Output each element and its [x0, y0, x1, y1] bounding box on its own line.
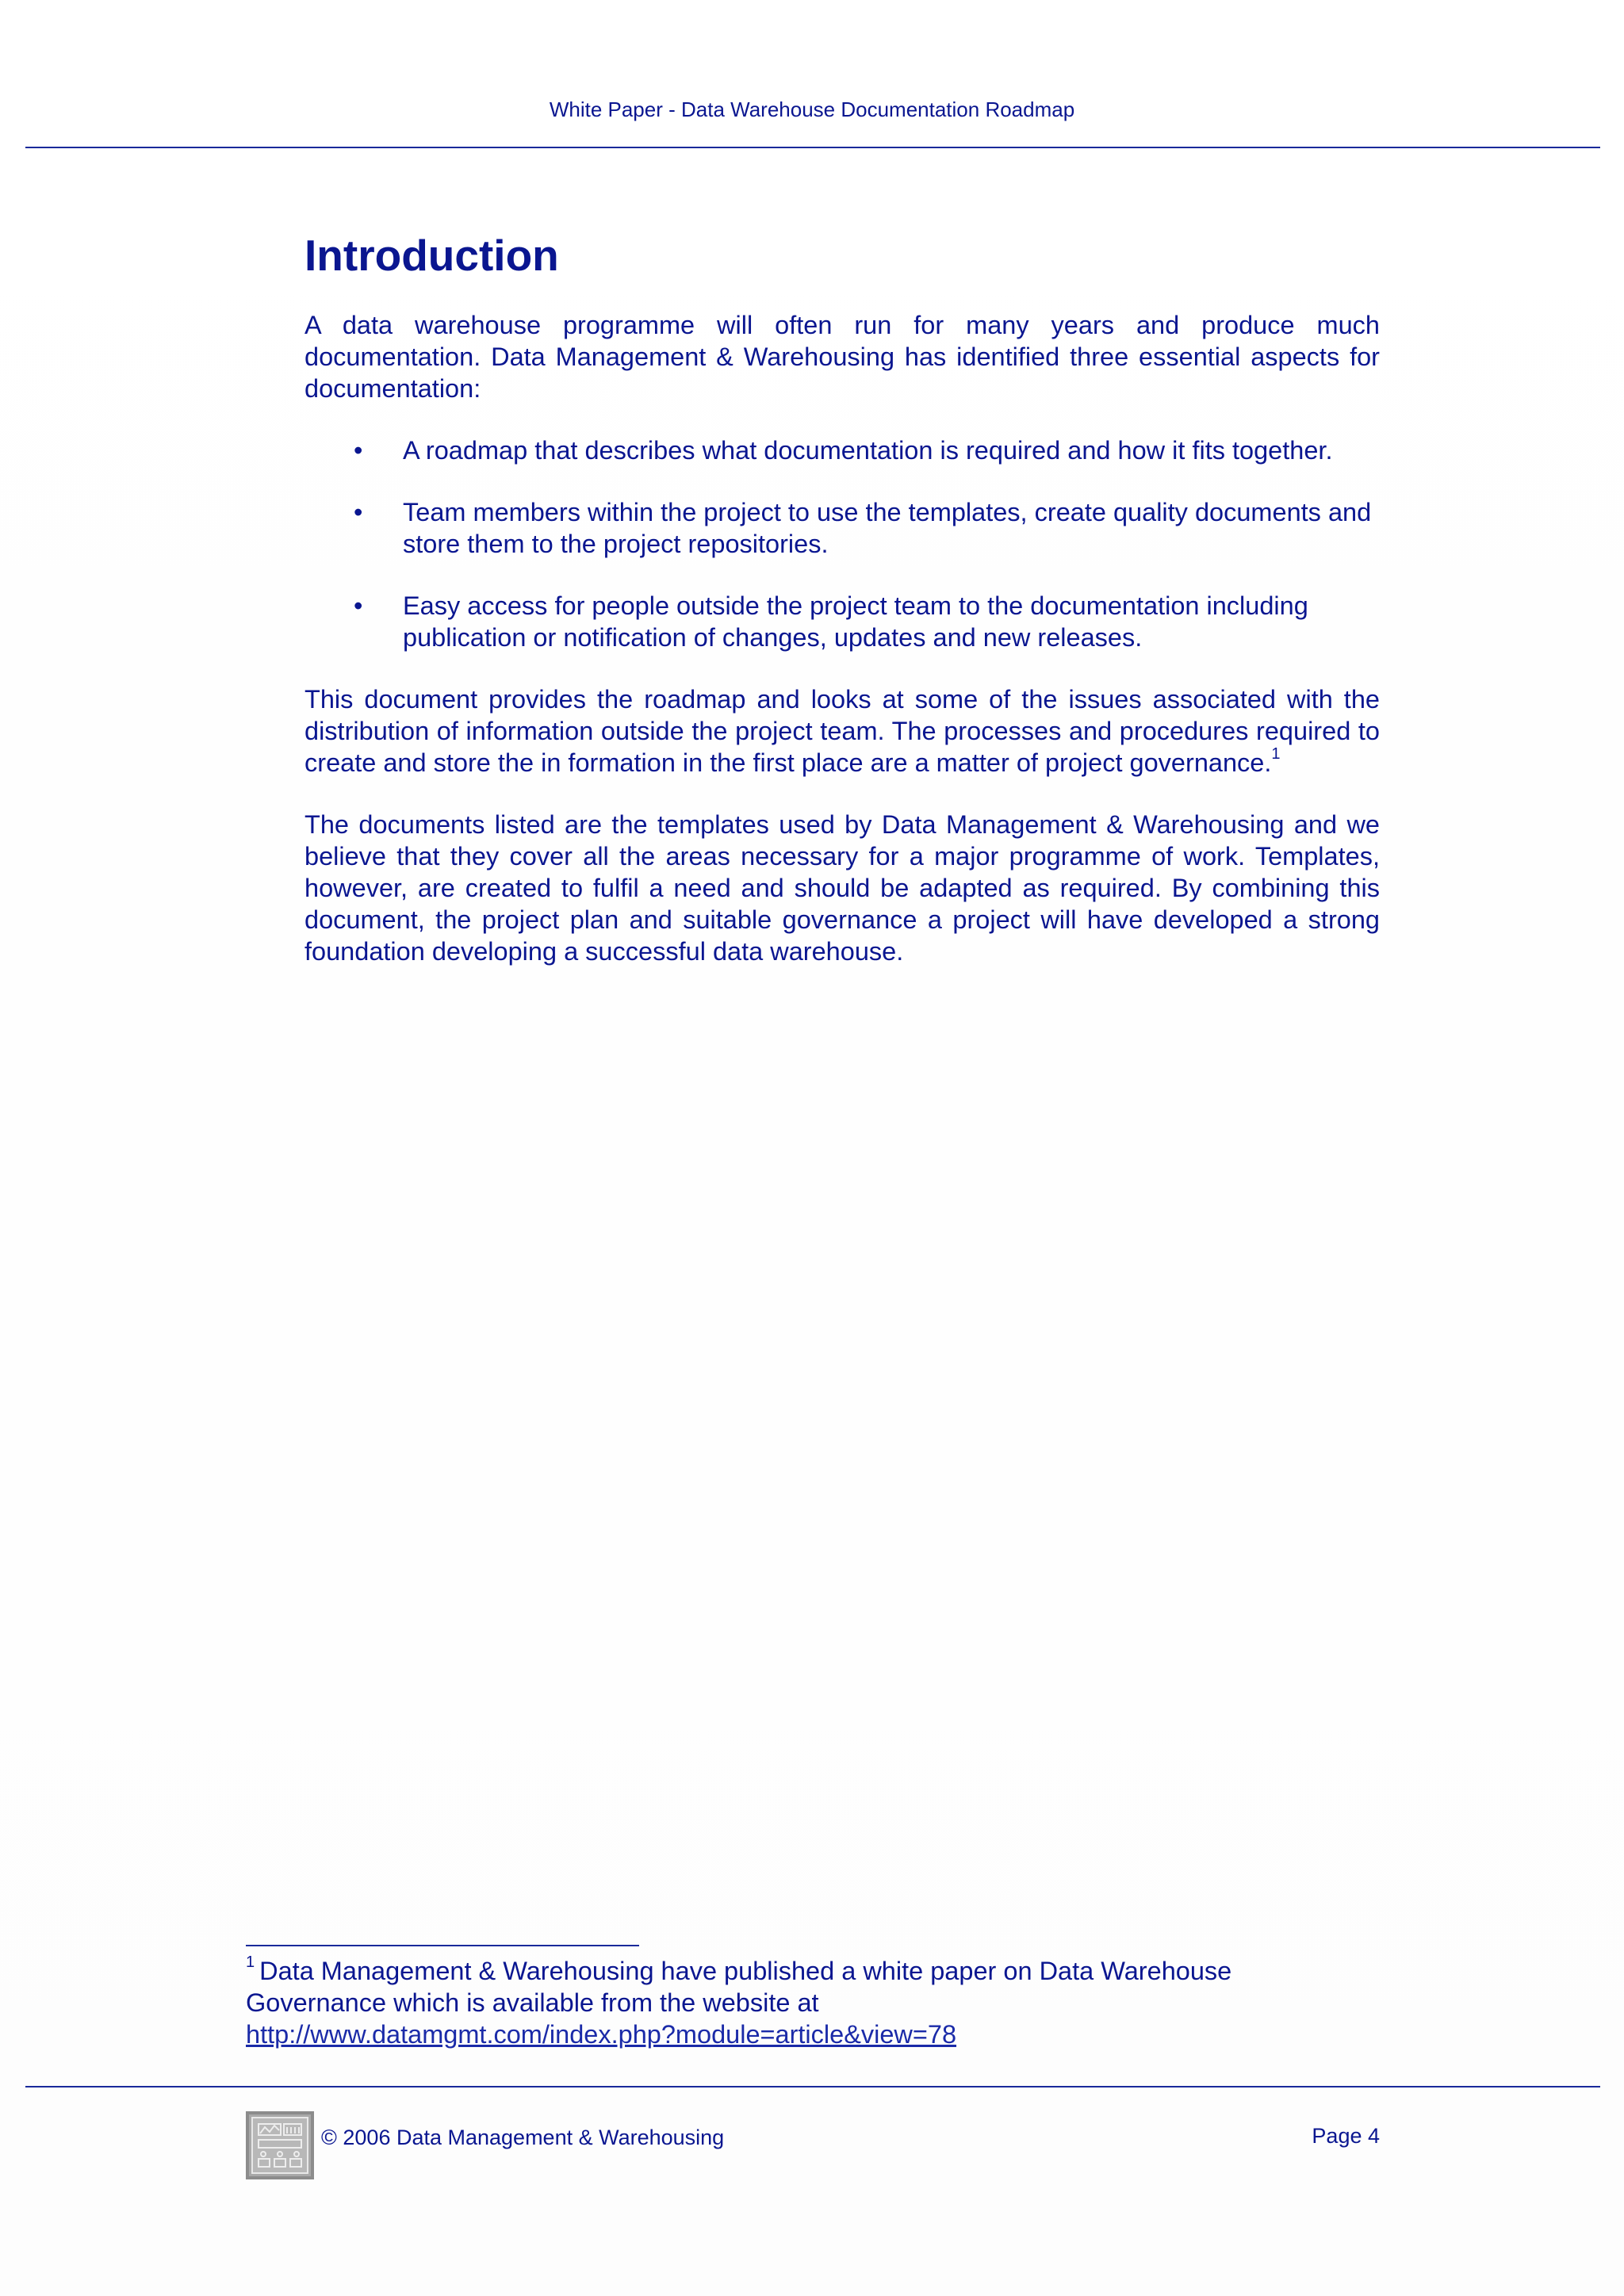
aspects-list	[304, 434, 1380, 653]
templates-paragraph: The documents listed are the templates used by Data Management & Warehousing and we believe that they cover all the areas necessary for a major programme of work. Templates, however, are created to fulfil a need and should be adapted as required. By combining this document, the project plan and suitable governance a project will have developed a strong foundation developing a successful data warehouse.	[304, 810, 1380, 966]
footnote-text-line2: Governance which is available from the website at	[246, 1988, 819, 2017]
roadmap-paragraph	[304, 683, 1380, 779]
list-item-text: Team members within the project to use the templates, create quality documents and store them to the project repositories.	[403, 498, 1372, 558]
list-item	[304, 496, 1380, 560]
list-item	[304, 590, 1380, 653]
bullet-icon: •	[354, 498, 363, 526]
list-item-text: Easy access for people outside the project team to the documentation including publication or notification of changes, updates and new releases.	[403, 591, 1308, 652]
section-heading: Introduction	[304, 231, 559, 280]
footnote	[246, 1955, 1388, 2050]
footnote-text-line1: Data Management & Warehousing have published a white paper on Data Warehouse	[259, 1957, 1232, 1985]
footer-copyright: © 2006 Data Management & Warehousing	[321, 2126, 725, 2149]
footnote-link[interactable]: http://www.datamgmt.com/index.php?module=article&view=78	[246, 2020, 957, 2049]
bullet-icon: •	[354, 591, 363, 620]
header-rule	[25, 147, 1600, 148]
footnote-number: 1	[246, 1954, 255, 1971]
page-number: Page 4	[1312, 2124, 1380, 2148]
roadmap-paragraph-text: This document provides the roadmap and looks at some of the issues associated with the distribution of information outside the project team. The processes and procedures required to create and store the in formation in the first place are a matter of project governance.	[304, 685, 1380, 777]
intro-paragraph: A data warehouse programme will often run for many years and produce much documentation. Data Management & Warehousing has identified three essential aspects for documentation:	[304, 311, 1380, 403]
footnote-separator	[246, 1945, 639, 1946]
company-logo-icon	[246, 2111, 314, 2179]
list-item	[304, 434, 1380, 466]
page-header-title: White Paper - Data Warehouse Documentation Roadmap	[549, 98, 1075, 121]
list-item-text: A roadmap that describes what documentation is required and how it fits together.	[403, 436, 1333, 465]
bullet-icon: •	[354, 436, 363, 465]
main-content	[304, 224, 1380, 997]
footer-rule	[25, 2086, 1600, 2087]
footnote-reference[interactable]: 1	[1271, 745, 1281, 763]
logo-graphic	[249, 2114, 311, 2176]
